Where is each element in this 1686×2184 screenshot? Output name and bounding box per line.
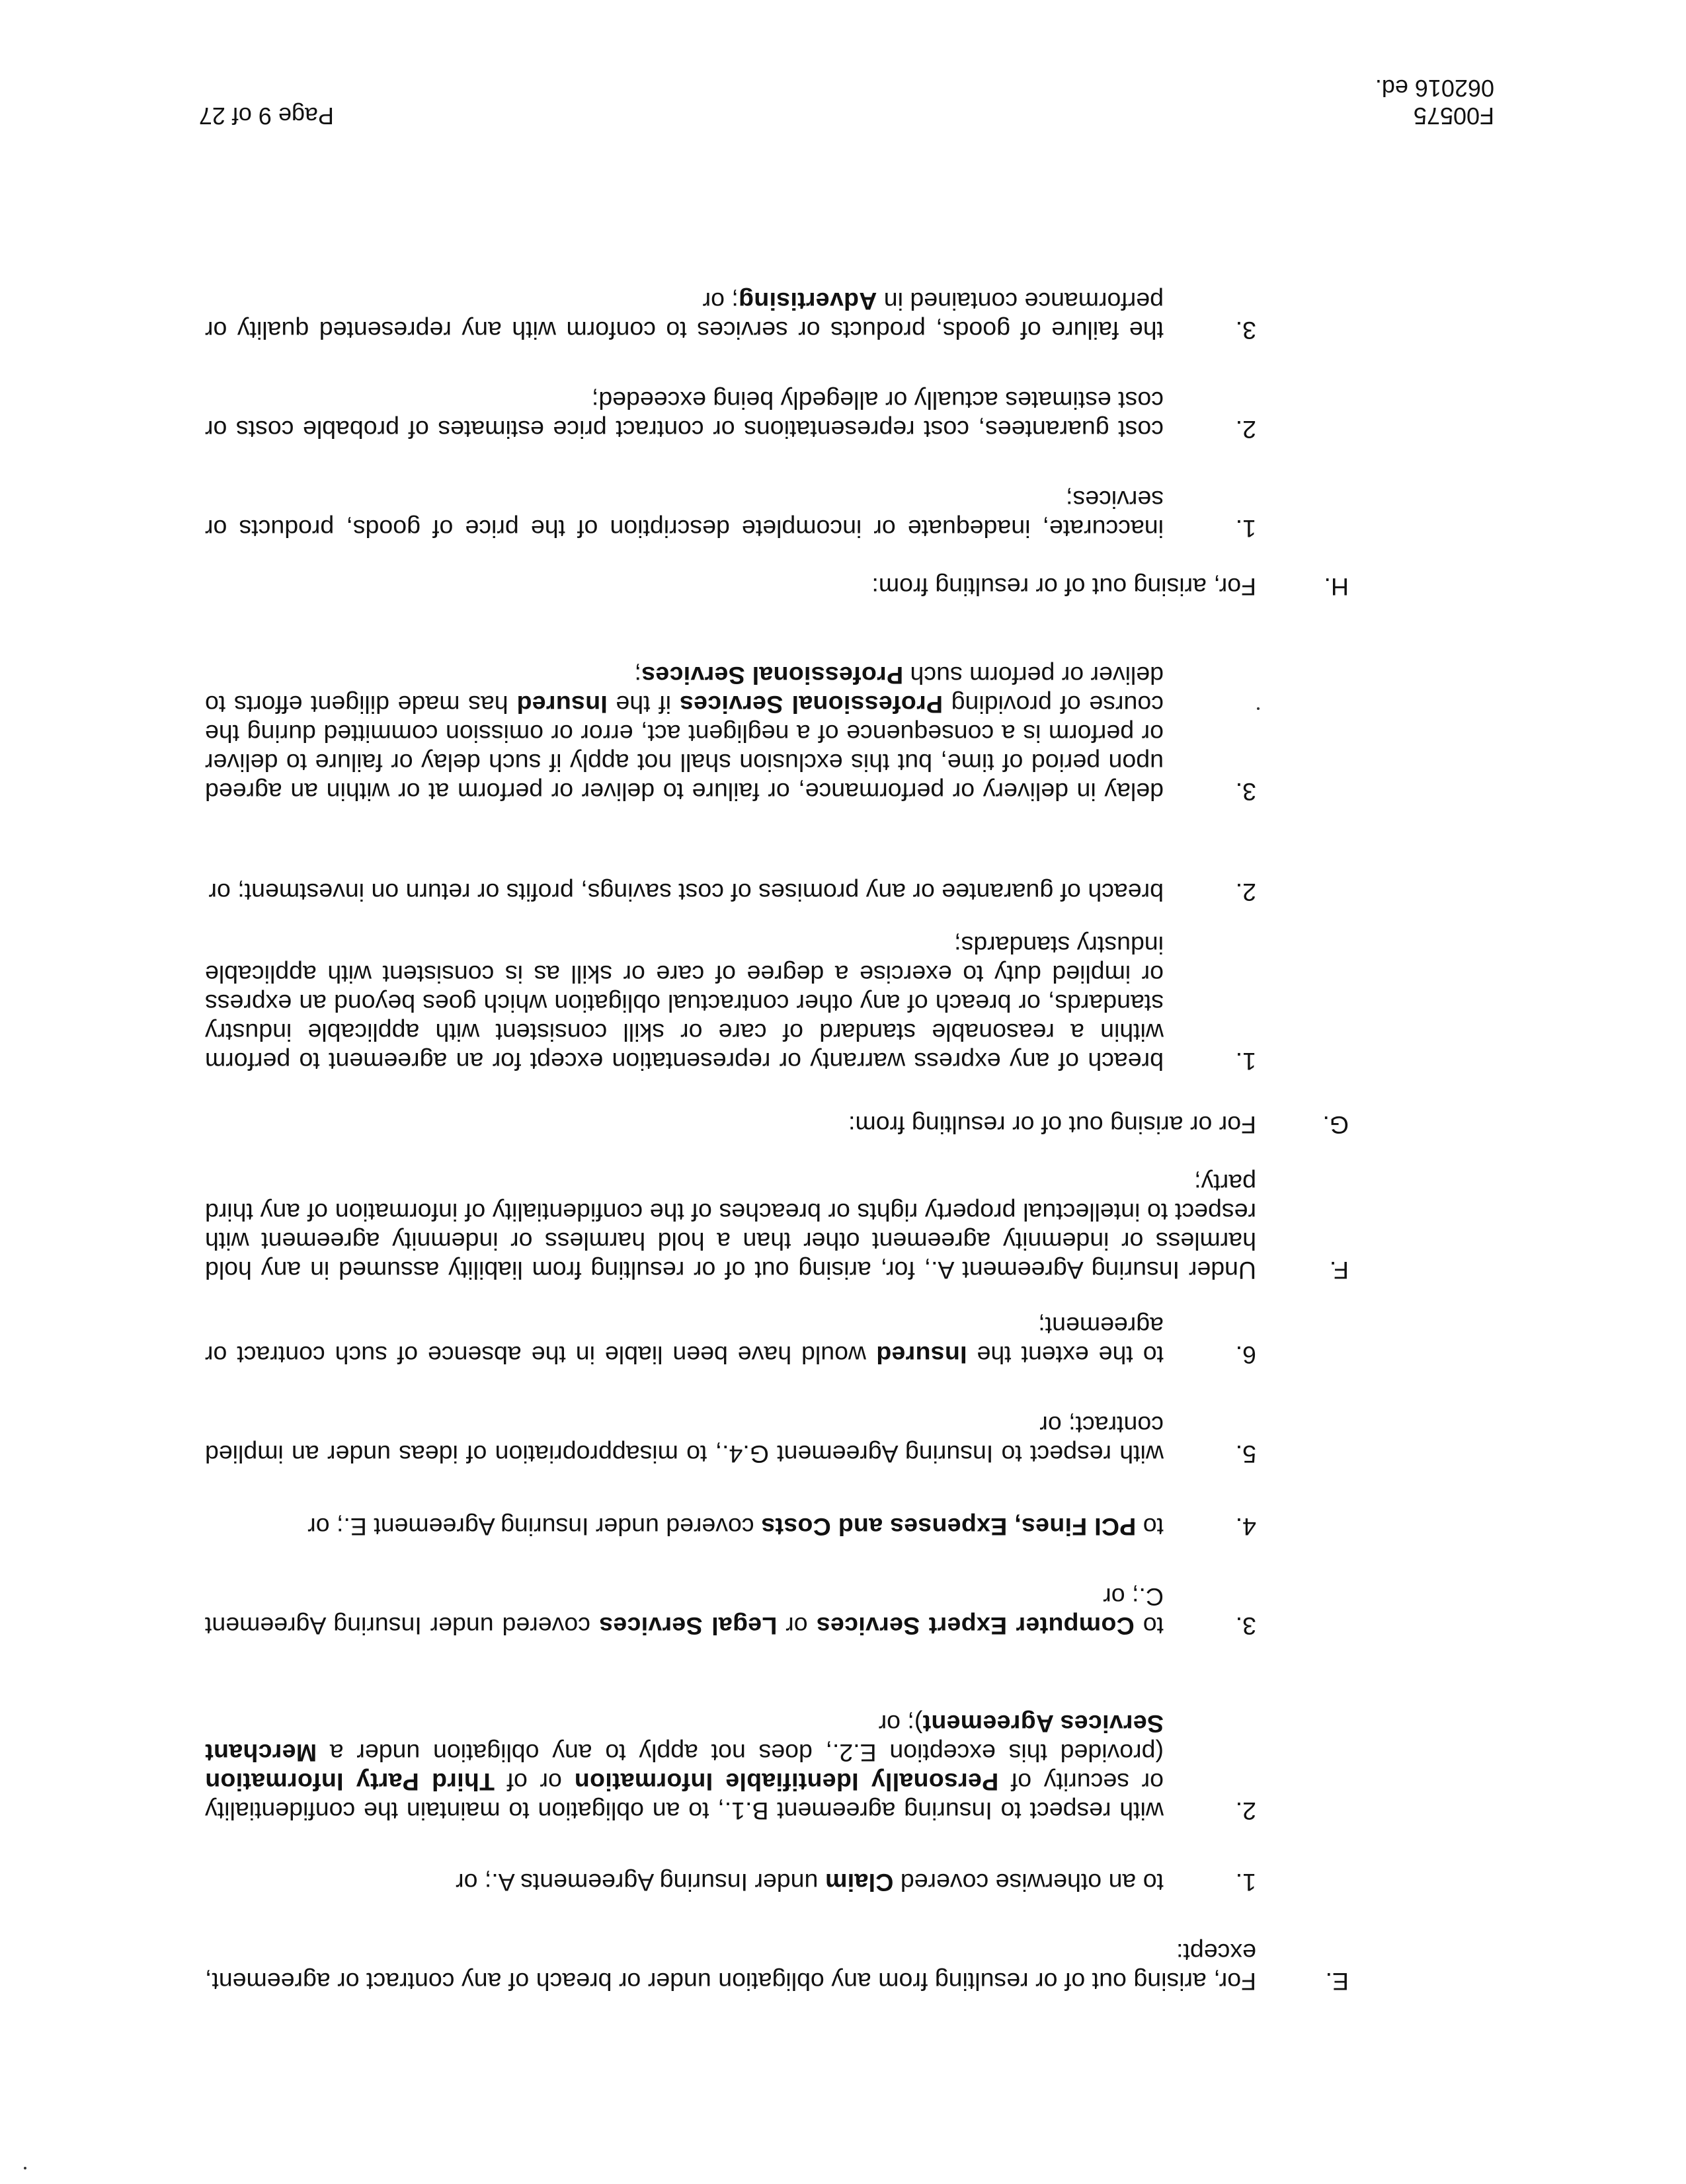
section-h-item-2-number: 2.	[1235, 416, 1256, 444]
section-e-item-3: to Computer Expert Services or Legal Services covered under Insuring Agreement C.; or	[205, 1583, 1164, 1640]
section-e-item-4-number: 4.	[1235, 1513, 1256, 1541]
section-h-letter: H.	[1324, 573, 1349, 601]
section-e-item-6: to the extent the Insured would have been liable in the absence of such contract or agreement;	[205, 1312, 1164, 1369]
section-g-item-1: breach of any express warranty or representation except for an agreement to perform within a reasonable standard of care or skill consistent with applicable industry standards, or breach of any other contractual obligation which goes beyond an express or implied duty to exercise a degree of care or skill as is consistent with applicable industry standards;	[205, 931, 1164, 1075]
section-g-item-1-number: 1.	[1235, 1048, 1256, 1075]
section-e-item-2-number: 2.	[1235, 1797, 1256, 1825]
section-h-intro: For, arising out of or resulting from:	[871, 573, 1256, 601]
section-e-intro: For, arising out of or resulting from any obligation under or breach of any contract or agreement, except:	[205, 1939, 1256, 1996]
section-h-item-1-number: 1.	[1235, 515, 1256, 543]
section-g-item-3: delay in delivery or performance, or failure to deliver or perform at or within an agreed upon period of time, but this exclusion shall not apply if such delay or failure to deliver or perform is a consequence of a negligent act, error or omission committed during the course of providing Professional Services if the Insured has made diligent efforts to deliver or perform such Professional Services;	[205, 662, 1164, 806]
section-f-letter: F.	[1329, 1257, 1349, 1284]
page-number: Page 9 of 27	[198, 102, 334, 130]
section-e-item-1: to an otherwise covered Claim under Insuring Agreements A.; or	[456, 1869, 1164, 1896]
scan-speck	[24, 2167, 26, 2169]
section-h-item-1: inaccurate, inadequate or incomplete description of the price of goods, products or services;	[205, 486, 1164, 543]
section-e-item-1-number: 1.	[1235, 1869, 1256, 1896]
section-e-letter: E.	[1325, 1968, 1349, 1996]
section-e-item-4: to PCI Fines, Expenses and Costs covered under Insuring Agreement E.; or	[307, 1513, 1164, 1541]
section-e-item-5-number: 5.	[1235, 1440, 1256, 1468]
scan-speck	[1257, 707, 1260, 710]
section-f-text: Under Insuring Agreement A., for, arising out of or resulting from liability assumed in any hold harmless or indemnity agreement other than a hold harmless or indemnity agreement with respect to intellectual property rights or breaches of the confidentiality of information of any third party;	[205, 1169, 1256, 1284]
section-e-item-2: with respect to Insuring agreement B.1., to an obligation to maintain the confidentiality or security of Personally Identifiable Information or of Third Party Information (provided this exception E.2., does not apply to any obligation under a Merchant Services Agreement); or	[205, 1710, 1164, 1825]
section-h-item-3: the failure of goods, products or services to conform with any represented quality or performance contained in Advertising; or	[205, 288, 1164, 344]
section-g-item-2-number: 2.	[1235, 878, 1256, 906]
section-e-item-6-number: 6.	[1235, 1341, 1256, 1369]
section-g-letter: G.	[1322, 1111, 1349, 1139]
section-e-item-3-number: 3.	[1235, 1612, 1256, 1640]
section-g-intro: For or arising out of or resulting from:	[848, 1111, 1256, 1139]
section-e-item-5: with respect to Insuring Agreement G.4., to misappropriation of ideas under an implied contract; or	[205, 1411, 1164, 1468]
section-h-item-2: cost guarantees, cost representations or contract price estimates of probable costs or cost estimates actually or allegedly being exceeded;	[205, 387, 1164, 444]
section-g-item-3-number: 3.	[1235, 778, 1256, 806]
section-g-item-2: breach of guarantee or any promises of cost savings, profits or return on investment; or	[208, 878, 1164, 906]
form-number: F00575 062016 ed.	[1375, 75, 1494, 130]
section-h-item-3-number: 3.	[1235, 317, 1256, 344]
